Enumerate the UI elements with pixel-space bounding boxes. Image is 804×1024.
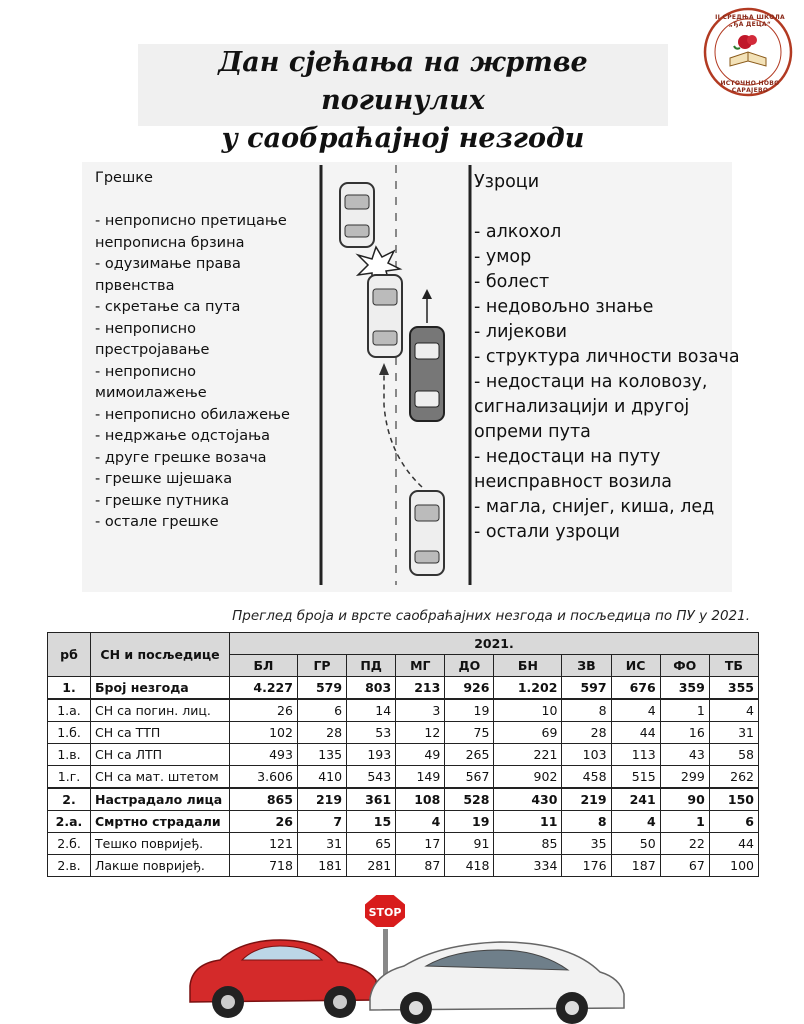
header-column: БН	[494, 655, 562, 677]
error-item: - грешке путника	[95, 492, 230, 509]
cause-item: - болест	[474, 272, 550, 292]
errors-list	[95, 168, 305, 534]
header-column: ИС	[611, 655, 660, 677]
page-title	[138, 44, 668, 158]
table-cell: 149	[396, 766, 445, 789]
table-cell: 14	[347, 699, 396, 722]
table-cell: 113	[611, 744, 660, 766]
cause-item: - магла, снијег, киша, лед	[474, 497, 715, 517]
header-year: 2021.	[230, 633, 759, 655]
header-column: ТБ	[709, 655, 758, 677]
row-number: 2.б.	[48, 833, 91, 855]
error-item: - непрописно претицање	[95, 213, 287, 229]
table-row	[48, 744, 759, 766]
table-cell: 361	[347, 788, 396, 811]
row-number: 2.	[48, 788, 91, 811]
table-cell: 11	[494, 811, 562, 833]
table-row	[48, 788, 759, 811]
car-top-icon	[340, 183, 374, 247]
table-cell: 176	[562, 855, 611, 877]
row-number: 2.а.	[48, 811, 91, 833]
table-cell: 10	[494, 699, 562, 722]
row-number: 1.б.	[48, 722, 91, 744]
table-cell: 265	[445, 744, 494, 766]
header-column: БЛ	[230, 655, 298, 677]
table-row	[48, 855, 759, 877]
table-cell: 26	[230, 699, 298, 722]
car-bottom-icon	[410, 491, 444, 575]
header-column: ПД	[347, 655, 396, 677]
table-cell: 19	[445, 699, 494, 722]
table-cell: 221	[494, 744, 562, 766]
table-cell: 410	[297, 766, 346, 789]
table-cell: 31	[297, 833, 346, 855]
table-cell: 213	[396, 677, 445, 700]
table-cell: 121	[230, 833, 298, 855]
table-cell: 15	[347, 811, 396, 833]
table-cell: 67	[660, 855, 709, 877]
table-cell: 31	[709, 722, 758, 744]
error-item: - друге грешке возача	[95, 449, 267, 466]
table-cell: 53	[347, 722, 396, 744]
cause-item: - недовољно знање	[474, 297, 654, 317]
table-cell: 87	[396, 855, 445, 877]
title-line-2: у саобраћајној незгоди	[221, 123, 585, 154]
table-cell: 150	[709, 788, 758, 811]
arrow-up-icon	[422, 289, 432, 323]
cause-item: - структура личности возача	[474, 347, 740, 367]
table-cell: 4	[611, 811, 660, 833]
table-cell: 6	[709, 811, 758, 833]
table-cell: 75	[445, 722, 494, 744]
errors-heading: Грешке	[95, 170, 153, 186]
table-cell: 90	[660, 788, 709, 811]
white-car-icon	[370, 942, 624, 1024]
table-cell: 7	[297, 811, 346, 833]
table-cell: 58	[709, 744, 758, 766]
table-cell: 4	[611, 699, 660, 722]
row-number: 1.в.	[48, 744, 91, 766]
table-cell: 493	[230, 744, 298, 766]
header-category: СН и посљедице	[91, 633, 230, 677]
table-cell: 91	[445, 833, 494, 855]
table-cell: 12	[396, 722, 445, 744]
road-collision-diagram	[318, 165, 478, 585]
table-cell: 28	[297, 722, 346, 744]
table-cell: 19	[445, 811, 494, 833]
crash-illustration	[180, 890, 640, 1024]
table-cell: 926	[445, 677, 494, 700]
table-cell: 597	[562, 677, 611, 700]
table-row	[48, 722, 759, 744]
error-item: - непрописно обилажење	[95, 406, 290, 423]
error-item: - непрописно престројавање	[95, 320, 210, 358]
error-item: - остале грешке	[95, 514, 219, 530]
error-item: непрописна брзина	[95, 234, 245, 251]
table-row	[48, 699, 759, 722]
table-cell: 579	[297, 677, 346, 700]
row-number: 1.	[48, 677, 91, 700]
table-cell: 418	[445, 855, 494, 877]
table-row	[48, 677, 759, 700]
table-cell: 567	[445, 766, 494, 789]
table-row	[48, 811, 759, 833]
table-cell: 241	[611, 788, 660, 811]
table-cell: 1.202	[494, 677, 562, 700]
error-item: - одузимање права првенства	[95, 256, 241, 294]
table-cell: 8	[562, 811, 611, 833]
car-dark-icon	[410, 327, 444, 421]
table-cell: 103	[562, 744, 611, 766]
stop-sign-text: STOP	[368, 906, 402, 919]
table-cell: 430	[494, 788, 562, 811]
header-column: ЗВ	[562, 655, 611, 677]
table-cell: 3	[396, 699, 445, 722]
table-cell: 181	[297, 855, 346, 877]
table-row	[48, 833, 759, 855]
table-cell: 359	[660, 677, 709, 700]
table-row	[48, 766, 759, 789]
table-cell: 44	[611, 722, 660, 744]
cause-item: - алкохол	[474, 222, 562, 242]
table-cell: 8	[562, 699, 611, 722]
row-label: Тешко повријеђ.	[91, 833, 230, 855]
table-cell: 515	[611, 766, 660, 789]
header-column: ГР	[297, 655, 346, 677]
table-cell: 193	[347, 744, 396, 766]
table-cell: 85	[494, 833, 562, 855]
table-cell: 865	[230, 788, 298, 811]
table-cell: 262	[709, 766, 758, 789]
table-cell: 334	[494, 855, 562, 877]
table-caption: Преглед броја и врсте саобраћајних незгода и посљедица по ПУ у 2021.	[232, 608, 750, 624]
row-number: 1.г.	[48, 766, 91, 789]
header-column: ФО	[660, 655, 709, 677]
table-cell: 65	[347, 833, 396, 855]
table-cell: 4	[396, 811, 445, 833]
table-cell: 458	[562, 766, 611, 789]
table-cell: 718	[230, 855, 298, 877]
causes-heading: Узроци	[474, 172, 540, 192]
header-column: ДО	[445, 655, 494, 677]
causes-list	[474, 170, 744, 545]
error-item: - недржање одстојања	[95, 428, 270, 444]
table-cell: 100	[709, 855, 758, 877]
table-cell: 281	[347, 855, 396, 877]
table-cell: 219	[297, 788, 346, 811]
table-cell: 135	[297, 744, 346, 766]
accident-stats-table	[47, 632, 759, 877]
table-cell: 22	[660, 833, 709, 855]
table-cell: 355	[709, 677, 758, 700]
table-cell: 902	[494, 766, 562, 789]
logo-bottom-text: ИСТОЧНО НОВО САРАЈЕВО	[720, 80, 780, 94]
cause-item: - лијекови	[474, 322, 568, 342]
header-column: МГ	[396, 655, 445, 677]
table-cell: 28	[562, 722, 611, 744]
table-cell: 108	[396, 788, 445, 811]
table-cell: 102	[230, 722, 298, 744]
table-cell: 69	[494, 722, 562, 744]
table-cell: 4	[709, 699, 758, 722]
row-label: Број незгода	[91, 677, 230, 700]
logo-top-text: II СРЕДЊА ШКОЛА „ЂА ДЕЦА“	[715, 14, 785, 28]
row-label: СН са мат. штетом	[91, 766, 230, 789]
table-cell: 543	[347, 766, 396, 789]
red-car-icon	[190, 940, 376, 1018]
table-cell: 187	[611, 855, 660, 877]
table-cell: 6	[297, 699, 346, 722]
table-cell: 528	[445, 788, 494, 811]
error-item: - скретање са пута	[95, 299, 241, 315]
row-label: СН са ТТП	[91, 722, 230, 744]
title-line-1: Дан сјећања на жртве погинулих	[218, 47, 588, 116]
row-number: 1.а.	[48, 699, 91, 722]
cause-item: - остали узроци	[474, 522, 621, 542]
table-cell: 3.606	[230, 766, 298, 789]
table-cell: 1	[660, 811, 709, 833]
table-cell: 676	[611, 677, 660, 700]
cause-item: - недостаци на путу неисправност возила	[474, 447, 672, 492]
row-number: 2.в.	[48, 855, 91, 877]
row-label: Настрадало лица	[91, 788, 230, 811]
row-label: СН са погин. лиц.	[91, 699, 230, 722]
table-cell: 219	[562, 788, 611, 811]
row-label: СН са ЛТП	[91, 744, 230, 766]
table-cell: 803	[347, 677, 396, 700]
table-cell: 299	[660, 766, 709, 789]
car-middle-icon	[368, 275, 402, 357]
row-label: Смртно страдали	[91, 811, 230, 833]
table-cell: 49	[396, 744, 445, 766]
error-item: - непрописно мимоилажење	[95, 363, 207, 401]
table-cell: 43	[660, 744, 709, 766]
table-body	[48, 677, 759, 877]
table-cell: 35	[562, 833, 611, 855]
table-cell: 1	[660, 699, 709, 722]
table-cell: 26	[230, 811, 298, 833]
table-cell: 16	[660, 722, 709, 744]
table-cell: 4.227	[230, 677, 298, 700]
table-cell: 50	[611, 833, 660, 855]
error-item: - грешке шјешака	[95, 471, 233, 487]
cause-item: - недостаци на коловозу, сигнализацији и другој опреми пута	[474, 372, 708, 442]
cause-item: - умор	[474, 247, 532, 267]
table-cell: 44	[709, 833, 758, 855]
table-cell: 17	[396, 833, 445, 855]
header-rb: рб	[48, 633, 91, 677]
row-label: Лакше повријеђ.	[91, 855, 230, 877]
